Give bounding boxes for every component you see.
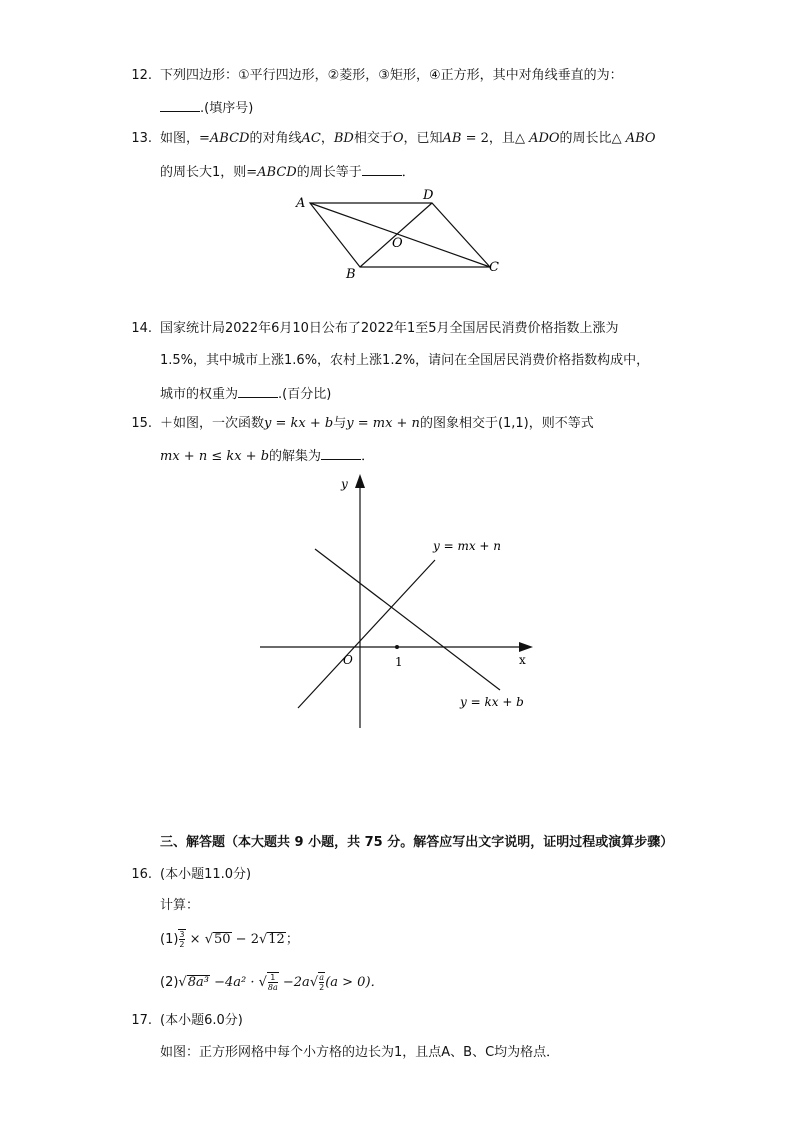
q12-answer-line [160,98,253,118]
answer-blank [321,446,361,460]
q13-text-line1: 如图，=ABCD的对角线AC，BD相交于O，已知AB = 2，且△ ADO的周长比△ ABO [160,131,656,146]
q12-number: 12. [131,68,152,83]
q17-text: 如图：正方形网格中每个小方格的边长为1，且点A、B、C均为格点． [160,1045,560,1060]
q15-number: 15. [131,416,152,431]
x-axis-label: x [519,653,526,667]
tick-label-1: 1 [395,655,403,669]
answer-blank [238,384,278,398]
q16-prompt: 计算： [160,898,200,913]
q13-text-line2: 的周长大1，则=ABCD的周长等于 ． [160,162,415,182]
q12-suffix: .(填序号) [200,101,254,116]
q14-number: 14. [131,321,152,336]
line-kx-plus-b [315,549,500,690]
line-label-mx-plus-n: y = mx + n [433,539,502,553]
q14-text-line1: 国家统计局2022年6月10日公布了2022年1至5月全国居民消费价格指数上涨为 [160,321,619,336]
q16-part1: (1) $\frac{3}{2}$ × √50 − 2√12； [160,930,299,949]
q15-text-line1: ＋如图，一次函数y = kx + b与y = mx + n的图象相交于(1,1)，则不等式 [160,416,594,431]
sqrt-expression: $\frac{3}{2}$ [179,930,185,949]
q14-text-line3: 城市的权重为 .(百分比) [160,384,331,404]
tick-point-1 [395,645,399,649]
y-axis-arrow [355,474,365,488]
vertex-label-c: C [489,260,499,275]
vertex-label-d: D [423,188,434,203]
q15-text-line2: mx + n ≤ kx + b的解集为 ． [160,446,374,466]
q14-text-line2: 1.5%，其中城市上涨1.6%，农村上涨1.2%，请问在全国居民消费价格指数构成中， [160,353,650,368]
q16-number: 16. [131,867,152,882]
q13-number: 13. [131,131,152,146]
q17-number: 17. [131,1013,152,1028]
center-label-o: O [392,236,403,251]
q13-parallelogram-figure [290,186,510,282]
line-label-kx-plus-b: y = kx + b [460,695,524,709]
vertex-label-a: A [296,196,306,211]
x-axis-arrow [519,642,533,652]
vertex-label-b: B [346,267,356,282]
origin-label: O [343,653,353,667]
answer-blank [362,162,402,176]
q12-text: 下列四边形：①平行四边形，②菱形，③矩形，④正方形，其中对角线垂直的为： [160,68,623,83]
q16-part2: (2)√8a³ −4a² · √ $\frac{1}{8a}$ −2a√ $\frac{a}{2}$ (a > 0)． [160,973,384,992]
diagonal-bd [360,203,432,267]
line-mx-plus-n [298,560,435,708]
y-axis-label: y [341,477,348,491]
diagonal-ac [310,203,490,267]
answer-blank [160,98,200,112]
section3-heading: 三、解答题（本大题共 9 小题，共 75 分。解答应写出文字说明，证明过程或演算步骤） [160,835,674,850]
q16-points: (本小题11.0分) [160,867,252,882]
q15-graph-figure [255,470,545,732]
q17-points: (本小题6.0分) [160,1013,243,1028]
